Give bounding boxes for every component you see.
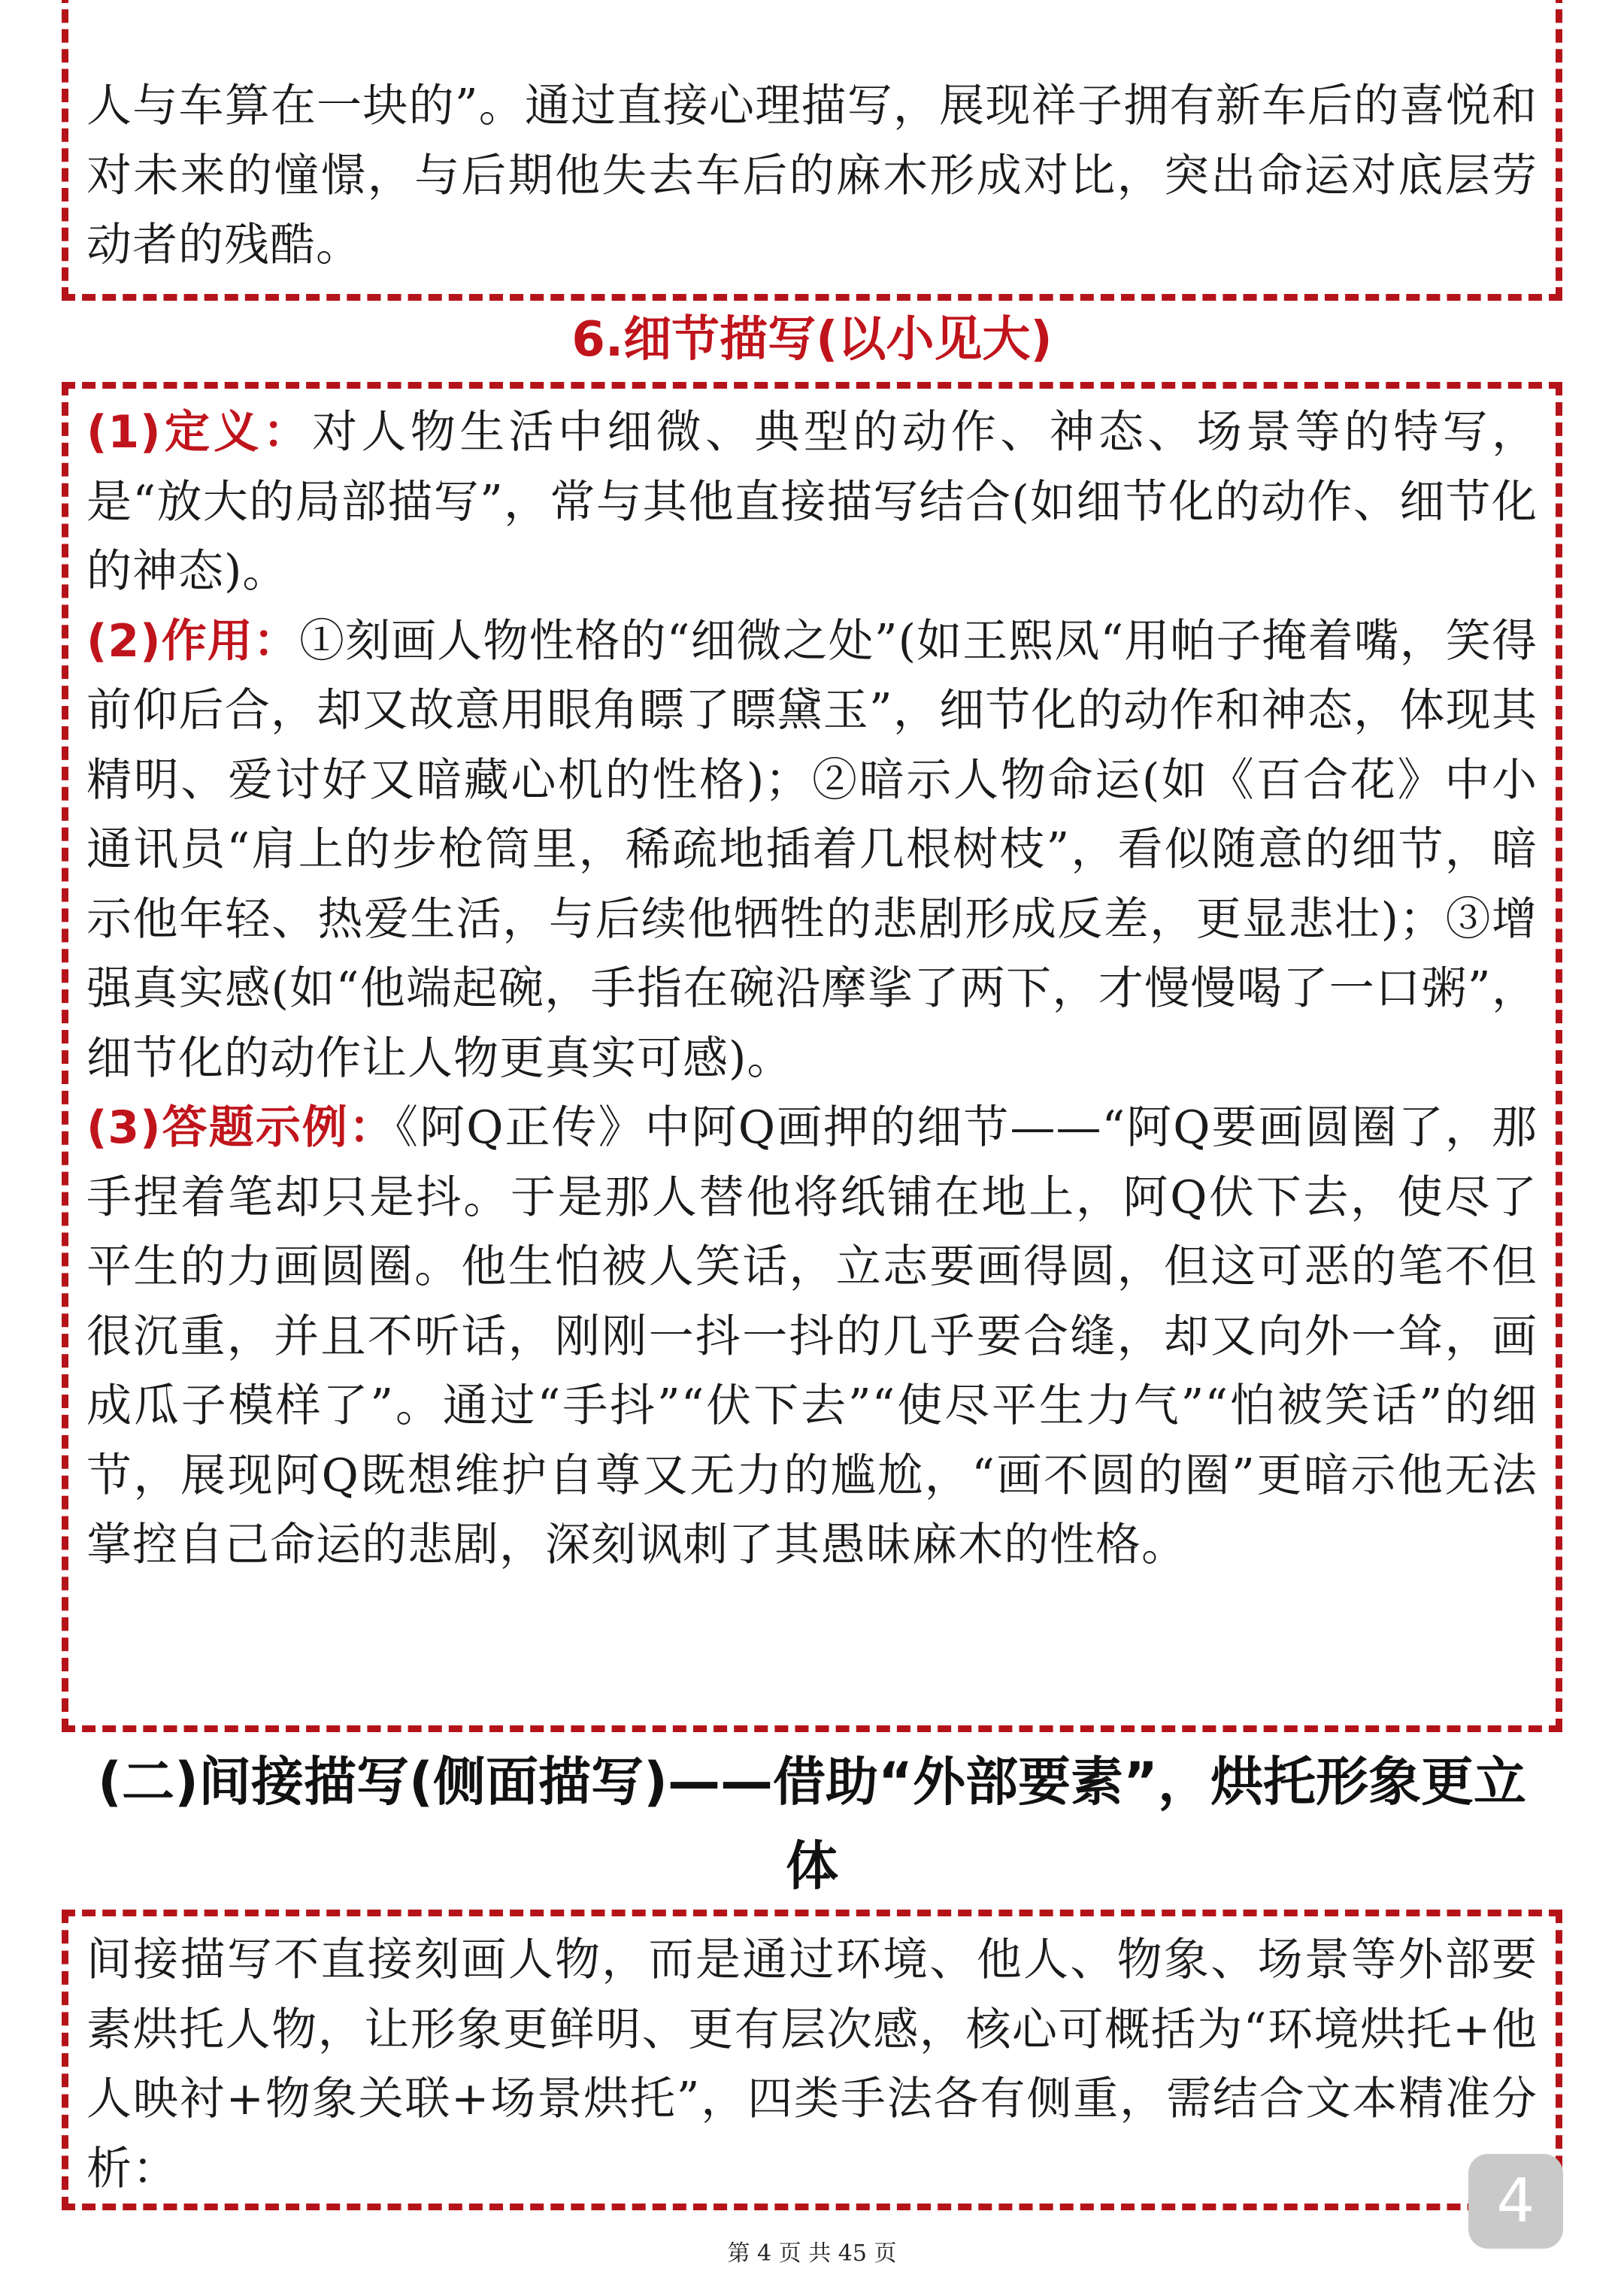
definition-label: (1)定义： bbox=[86, 406, 313, 459]
continued-analysis-box bbox=[62, 0, 1562, 301]
function-text: ①刻画人物性格的“细微之处”(如王熙凤“用帕子掩着嘴，笑得前仰后合，却又故意用眼角瞟了瞟黛玉”，细节化的动作和神态，体现其精明、爱讨好又暗藏心机的性格)；②暗示人物命运(如《百合花》中小通讯员“肩上的步枪筒里，稀疏地插着几根树枝”，看似随意的细节，暗示他年轻、热爱生活，与后续他牺牲的悲剧形成反差，更显悲壮)；③增强真实感(如“他端起碗，手指在碗沿摩挲了两下，才慢慢喝了一口粥”，细节化的动作让人物更真实可感)。 bbox=[86, 614, 1538, 1085]
indirect-intro-text: 间接描写不直接刻画人物，而是通过环境、他人、物象、场景等外部要素烘托人物，让形象更鲜明、更有层次感，核心可概括为“环境烘托+他人映衬+物象关联+场景烘托”，四类手法各有侧重，需结合文本精准分析： bbox=[86, 1934, 1538, 2195]
definition-paragraph bbox=[86, 398, 1538, 607]
detail-description-box bbox=[62, 382, 1562, 1732]
section-title-indirect-description: (二)间接描写(侧面描写)——借助“外部要素”，烘托形象更立体 bbox=[98, 1751, 1526, 1897]
section-title-detail-description: 6.细节描写(以小见大) bbox=[571, 312, 1053, 368]
example-label: (3)答题示例： bbox=[86, 1101, 396, 1154]
definition-text: 对人物生活中细微、典型的动作、神态、场景等的特写，是“放大的局部描写”，常与其他直接描写结合(如细节化的动作、细节化的神态)。 bbox=[86, 406, 1538, 598]
function-paragraph bbox=[86, 607, 1538, 1094]
example-text: 《阿Q正传》中阿Q画押的细节——“阿Q要画圆圈了，那手捏着笔却只是抖。于是那人替他将纸铺在地上，阿Q伏下去，使尽了平生的力画圆圈。他生怕被人笑话，立志要画得圆，但这可恶的笔不但很沉重，并且不听话，刚刚一抖一抖的几乎要合缝，却又向外一耸，画成瓜子模样了”。通过“手抖”“伏下去”“使尽平生力气”“怕被笑话”的细节，展现阿Q既想维护自尊又无力的尴尬，“画不圆的圈”更暗示他无法掌控自己命运的悲剧，深刻讽刺了其愚昧麻木的性格。 bbox=[86, 1101, 1538, 1571]
function-label: (2)作用： bbox=[86, 614, 299, 668]
example-paragraph bbox=[86, 1093, 1538, 1580]
continued-analysis-text: 人与车算在一块的”。通过直接心理描写，展现祥子拥有新车后的喜悦和对未来的憧憬，与后期他失去车后的麻木形成对比，突出命运对底层劳动者的残酷。 bbox=[86, 80, 1538, 271]
page-footer: 第 4 页 共 45 页 bbox=[727, 2240, 897, 2267]
page-number-badge: 4 bbox=[1468, 2154, 1563, 2249]
indirect-description-box bbox=[62, 1910, 1562, 2210]
